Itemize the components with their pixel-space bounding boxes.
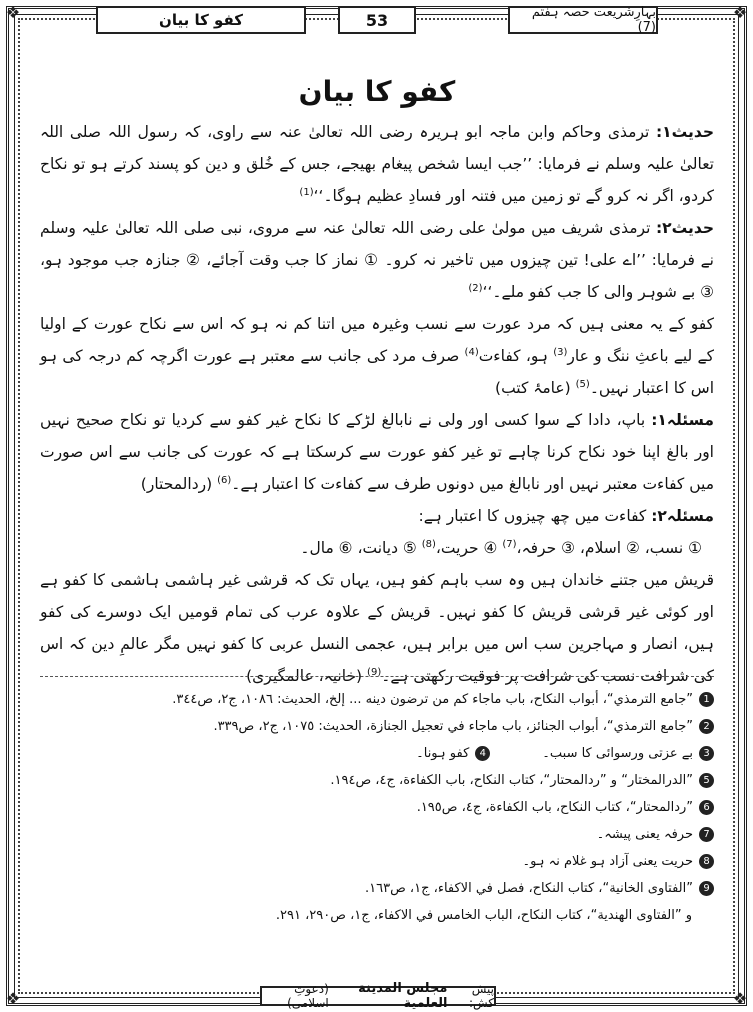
footnote-ref[interactable]: (9) bbox=[367, 666, 382, 678]
masala-1-source: (ردالمحتار) bbox=[140, 475, 213, 493]
quraish-source: (خانیہ، عالمگیری) bbox=[246, 667, 363, 685]
book-title-header: بہارِشریعت حصہ ہفتم (7) bbox=[508, 6, 658, 34]
footnote-number: 4 bbox=[475, 746, 490, 761]
footnote-text: ”الفتاوى الخانية“، كتاب النكاح، فصل في الاكفاء، ج١، ص١٦٣. bbox=[364, 881, 693, 896]
corner-ornament-icon: ❖ bbox=[5, 3, 21, 22]
masala-2 bbox=[40, 500, 714, 532]
footnotes bbox=[40, 686, 714, 929]
corner-ornament-icon: ❖ bbox=[732, 989, 748, 1008]
footnote-text: حریت یعنی آزاد ہو غلام نہ ہو۔ bbox=[522, 854, 693, 869]
footnote-item bbox=[40, 794, 714, 821]
footnote-ref[interactable]: (2) bbox=[468, 282, 483, 294]
masala-1-text: باپ، دادا کے سوا کسی اور ولی نے نابالغ لڑکے کا نکاح غیر کفو سے کردیا تو نکاح صحیح نہیں اور بالغ اپنا خود نکاح کرنا چاہے تو غیر کفو عورت سے کرسکتا ہے کہ عورت کی جانب سے اس صورت میں کفاءت معتبر نہیں اور نابالغ میں دونوں طرف سے کفاءت کا اعتبار ہے۔ bbox=[40, 411, 714, 493]
masala-2-text: کفاءت میں چھ چیزوں کا اعتبار ہے: bbox=[418, 507, 652, 525]
hadith-1 bbox=[40, 116, 714, 212]
hadith-1-text: ترمذی وحاکم وابن ماجہ ابو ہریرہ رضی اللہ تعالیٰ عنہ سے راوی، کہ رسول اللہ صلی اللہ تعالیٰ علیہ وسلم نے فرمایا: ’’جب ایسا شخص پیغام بھیجے، جس کے خُلق و دین کو پسند کرتے ہو تو نکاح کردو، اگر نہ کرو گے تو زمین میں فتنہ اور فسادِ عظیم ہوگا۔‘‘ bbox=[40, 123, 714, 205]
kufw-text-c: صرف مرد کی جانب سے معتبر ہے عورت اگرچہ کم درجہ کی ہو اس کا اعتبار نہیں۔ bbox=[40, 347, 714, 397]
footnote-ref[interactable]: (1) bbox=[299, 186, 314, 198]
footnote-text: کفو ہونا۔ bbox=[416, 746, 470, 761]
quraish-paragraph bbox=[40, 564, 714, 692]
hadith-2 bbox=[40, 212, 714, 308]
footnote-item bbox=[40, 686, 714, 713]
footnote-number: 3 bbox=[699, 746, 714, 761]
footer-suffix: (دعوتِ اسلامی) bbox=[287, 982, 329, 1010]
kufw-source: (عامۂ کتب) bbox=[495, 379, 571, 397]
kafaat-items-a: ① نسب، ② اسلام، ③ حرفہ، bbox=[516, 539, 702, 557]
footnote-item bbox=[40, 767, 714, 794]
kafaat-items-b: ④ حریت، bbox=[435, 539, 503, 557]
hadith-2-lead: حدیث۲: bbox=[655, 219, 714, 237]
footnote-number: 8 bbox=[699, 854, 714, 869]
main-content bbox=[40, 72, 714, 692]
masala-1 bbox=[40, 404, 714, 500]
footnote-divider bbox=[40, 676, 714, 677]
footnote-ref[interactable]: (7) bbox=[502, 538, 517, 550]
footer-prefix: پیش کش: bbox=[468, 982, 494, 1010]
footnote-number: 9 bbox=[699, 881, 714, 896]
footnote-number: 7 bbox=[699, 827, 714, 842]
footnote-item bbox=[40, 848, 714, 875]
footnote-item bbox=[40, 875, 714, 902]
footnote-text: ”جامع الترمذي“، أبواب النكاح، باب ماجاء كم من ترضون دينه ... إلخ، الحديث: ١٠٨٦، ج٢، ص٣٤٤. bbox=[172, 692, 693, 707]
footnote-text: حرفہ یعنی پیشہ۔ bbox=[596, 827, 693, 842]
publisher-footer bbox=[260, 981, 496, 1011]
footnote-text: و ”الفتاوى الهندية“، كتاب النكاح، الباب الخامس في الاكفاء، ج١، ص٢٩٠، ٢٩١. bbox=[275, 908, 692, 923]
chapter-title-header: کفو کا بیان bbox=[96, 6, 306, 34]
footnote-ref[interactable]: (6) bbox=[217, 474, 232, 486]
page-title: کفو کا بیان bbox=[298, 75, 456, 108]
footnote-number: 1 bbox=[699, 692, 714, 707]
corner-ornament-icon: ❖ bbox=[5, 989, 21, 1008]
kufw-text-b: ہو، کفاءت bbox=[478, 347, 554, 365]
footnote-number: 6 bbox=[699, 800, 714, 815]
footnote-number: 5 bbox=[699, 773, 714, 788]
footnote-item bbox=[40, 902, 714, 929]
kufw-text-a: کفو کے یہ معنی ہیں کہ مرد عورت سے نسب وغیرہ میں اتنا کم نہ ہو کہ اس سے نکاح عورت کے اولیا کے لیے باعثِ ننگ و عار bbox=[40, 315, 714, 365]
footer-org: مجلس المدينة العلمية bbox=[358, 981, 448, 1011]
kafaat-items-c: ⑤ دیانت، ⑥ مال۔ bbox=[300, 539, 422, 557]
footnote-item bbox=[40, 821, 714, 848]
hadith-1-lead: حدیث۱: bbox=[655, 123, 714, 141]
footnote-text: ”جامع الترمذي“، أبواب الجنائز، باب ماجاء في تعجيل الجنازة، الحديث: ١٠٧٥، ج٢، ص٣٣٩. bbox=[213, 719, 693, 734]
footnote-text: بے عزتی ورسوائی کا سبب۔ bbox=[542, 746, 693, 761]
footnote-text: ”ردالمحتار“، كتاب النكاح، باب الكفاءة، ج٤، ص١٩٥. bbox=[416, 800, 693, 815]
hadith-2-text: ترمذی شریف میں مولیٰ علی رضی اللہ تعالیٰ عنہ سے مروی، نبی صلی اللہ تعالیٰ علیہ وسلم نے فرمایا: ’’اے علی! تین چیزوں میں تاخیر نہ کرو۔ ① نماز کا جب وقت آجائے، ② جنازہ جب موجود ہو، ③ بے شوہر والی کا جب کفو ملے۔‘‘ bbox=[40, 219, 714, 301]
quraish-text: قریش میں جتنے خاندان ہیں وہ سب باہم کفو ہیں، یہاں تک کہ قرشی غیر ہاشمی ہاشمی کا کفو ہے اور کوئی غیر قرشی قریش کا کفو نہیں۔ قریش کے علاوہ عرب کی تمام قومیں ایک دوسرے کی کفو ہیں، انصار و مہاجرین سب اس میں برابر ہیں، عجمی النسل عربی کا کفو نہیں مگر عالمِ دین کہ اس کی شرافت نسب کی شرافت پر فوقیت رکھتی ہے۔ bbox=[40, 571, 714, 685]
footnote-item bbox=[40, 713, 714, 740]
corner-ornament-icon: ❖ bbox=[732, 3, 748, 22]
footnote-ref[interactable]: (5) bbox=[575, 378, 590, 390]
footnote-item bbox=[40, 740, 714, 767]
kufw-definition bbox=[40, 308, 714, 404]
footnote-ref[interactable]: (8) bbox=[421, 538, 436, 550]
masala-1-lead: مسئلہ۱: bbox=[651, 411, 714, 429]
footnote-ref[interactable]: (4) bbox=[464, 346, 479, 358]
kafaat-list bbox=[40, 532, 714, 564]
masala-2-lead: مسئلہ۲: bbox=[651, 507, 714, 525]
footnote-ref[interactable]: (3) bbox=[553, 346, 568, 358]
footnote-number: 2 bbox=[699, 719, 714, 734]
page-number: 53 bbox=[338, 6, 416, 34]
footnote-text: ”الدرالمختار“ و ”ردالمحتار“، كتاب النكاح، باب الكفاءة، ج٤، ص١٩٤. bbox=[330, 773, 693, 788]
